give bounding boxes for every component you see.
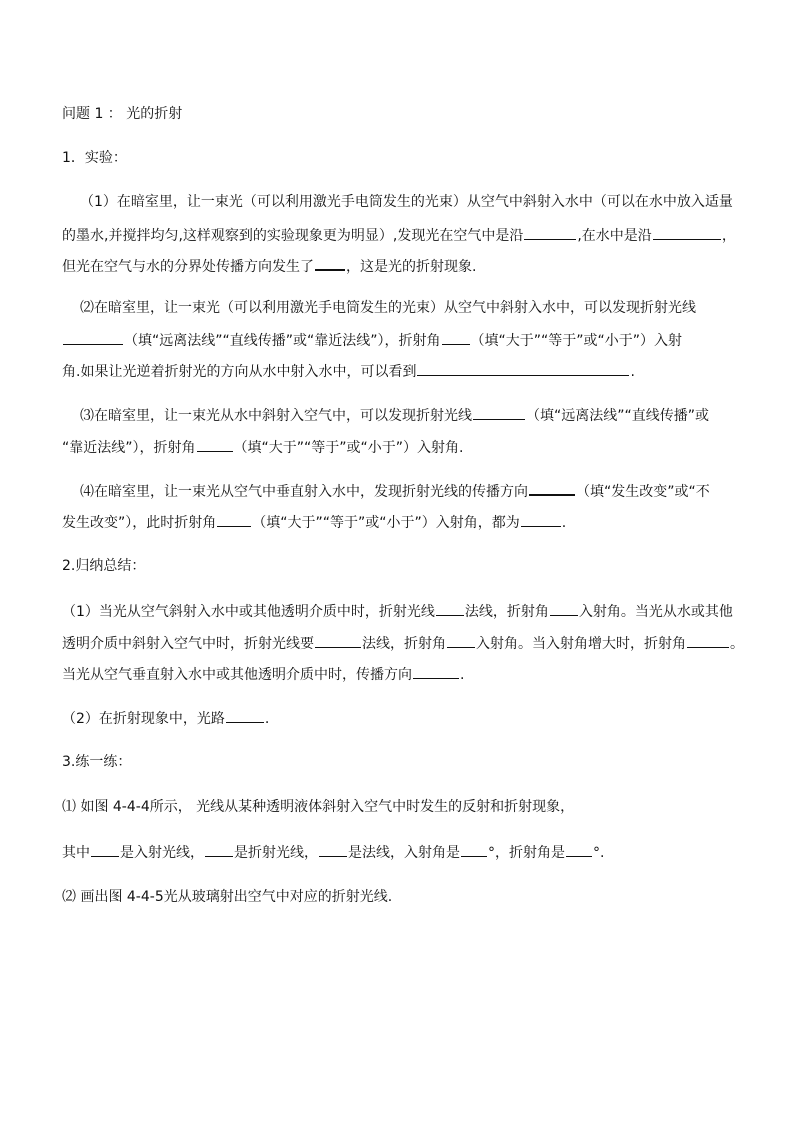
e1-text-1: ⑴ 如图 4-4-4所示， 光线从某种透明液体斜射入空气中时发生的反射和折射现象， [62,799,575,815]
s1-text-1b: 法线，折射角 [464,604,549,620]
answer-blank[interactable] [653,225,721,240]
s2-text-1a: （2）在折射现象中，光路 [62,711,225,727]
answer-blank[interactable] [447,633,475,648]
p1-line-2 [62,225,742,246]
s1-text-2b: 法线，折射角 [362,636,446,652]
e1-text-2b: 是入射光线， [120,845,204,861]
p3-text-2a: “靠近法线”），折射角 [62,440,196,456]
e1-text-2e: °，折射角是 [488,845,565,861]
answer-blank[interactable] [63,330,123,345]
p1-text-2a: 的墨水,并搅拌均匀,这样观察到的实验现象更为明显）,发现光在空气中是沿 [62,228,524,244]
s1-line-1 [62,601,742,622]
answer-blank[interactable] [529,480,575,496]
e1-text-2a: 其中 [62,845,90,861]
p1-text-2b: ,在水中是沿 [577,228,652,244]
p1-text-3a: 但光在空气与水的分界处传播方向发生了 [62,259,314,275]
e1-text-2f: °. [593,845,605,861]
question-heading: 问题 1 ： 光的折射 [62,106,183,122]
p1-text-1: （1）在暗室里，让一束光（可以利用激光手电筒发生的光束）从空气中斜射入水中（可以在水中放入适量 [80,194,733,210]
p2-text-3b: . [630,364,635,380]
answer-blank[interactable] [319,842,347,857]
answer-blank[interactable] [315,255,345,271]
answer-blank[interactable] [461,842,487,857]
p3-text-1b: （填“远离法线”“直线传播”或 [526,408,710,424]
s1-text-1c: 入射角。当光从水或其他 [578,604,733,620]
p2-line-2 [62,330,742,351]
p4-text-2b: （填“大于”“等于”或“小于”）入射角，都为 [252,515,520,531]
s2-line-1 [62,708,742,729]
e1-text-2d: 是法线，入射角是 [348,845,460,861]
s2-text-1b: . [264,711,270,727]
answer-blank[interactable] [226,708,264,723]
s1-text-2c: 入射角。当入射角增大时，折射角 [476,636,686,652]
p4-text-2c: . [561,515,567,531]
s1-text-3a: 当光从空气垂直射入水中或其他透明介质中时，传播方向 [62,667,412,683]
answer-blank[interactable] [91,842,119,857]
answer-blank[interactable] [550,601,578,616]
p4-line-2 [62,512,742,533]
p2-line-3 [62,361,742,382]
answer-blank[interactable] [442,330,470,345]
p2-text-1: ⑵在暗室里，让一束光（可以利用激光手电筒发生的光束）从空气中斜射入水中，可以发现折射光线 [80,300,696,316]
section-1-title: 1．实验： [62,150,127,166]
s1-line-2 [62,633,742,654]
p3-line-1 [80,405,760,426]
answer-blank[interactable] [566,842,592,857]
section-3-title: 3.练一练： [62,754,132,770]
answer-blank[interactable] [217,512,251,527]
p3-text-2b: （填“大于”“等于”或“小于”）入射角. [233,440,464,456]
p4-text-1a: ⑷在暗室里，让一束光从空气中垂直射入水中，发现折射光线的传播方向 [80,484,528,500]
answer-blank[interactable] [315,633,361,648]
p1-text-2c: ， [721,228,736,244]
e2-line-1: ⑵ 画出图 4-4-5光从玻璃射出空气中对应的折射光线. [62,889,393,905]
p4-line-1 [80,480,760,502]
e1-line-1 [62,797,742,817]
p3-line-2 [62,437,742,458]
p4-text-2a: 发生改变”），此时折射角 [62,515,217,531]
p2-line-1 [80,298,760,318]
p1-line-3 [62,255,742,277]
answer-blank[interactable] [473,405,525,420]
s1-text-3b: . [460,667,465,683]
s1-text-2a: 透明介质中斜射入空气中时，折射光线要 [62,636,314,652]
p4-text-1b: （填“发生改变”或“不 [576,484,710,500]
section-2-title: 2.归纳总结： [62,558,146,574]
s1-text-2d: 。 [730,636,744,652]
s1-text-1a: （1）当光从空气斜射入水中或其他透明介质中时，折射光线 [62,604,435,620]
answer-blank[interactable] [197,437,233,452]
answer-blank[interactable] [521,512,561,527]
answer-blank[interactable] [524,225,576,240]
answer-blank[interactable] [436,601,464,616]
e1-text-2c: 是折射光线， [234,845,318,861]
answer-blank[interactable] [413,664,459,679]
answer-blank[interactable] [205,842,233,857]
p1-text-3b: ，这是光的折射现象. [346,259,477,275]
p2-text-2b: （填“大于”“等于”或“小于”）入射 [470,333,683,349]
p2-text-2a: （填“远离法线”“直线传播”或“靠近法线”），折射角 [124,333,441,349]
p2-text-3a: 角.如果让光逆着折射光的方向从水中射入水中，可以看到 [62,364,417,380]
p1-line-1 [80,192,760,212]
e1-line-2 [62,842,742,863]
p3-text-1a: ⑶在暗室里，让一束光从水中斜射入空气中，可以发现折射光线 [80,408,472,424]
answer-blank[interactable] [417,361,629,376]
answer-blank[interactable] [687,633,729,648]
s1-line-3 [62,664,742,685]
